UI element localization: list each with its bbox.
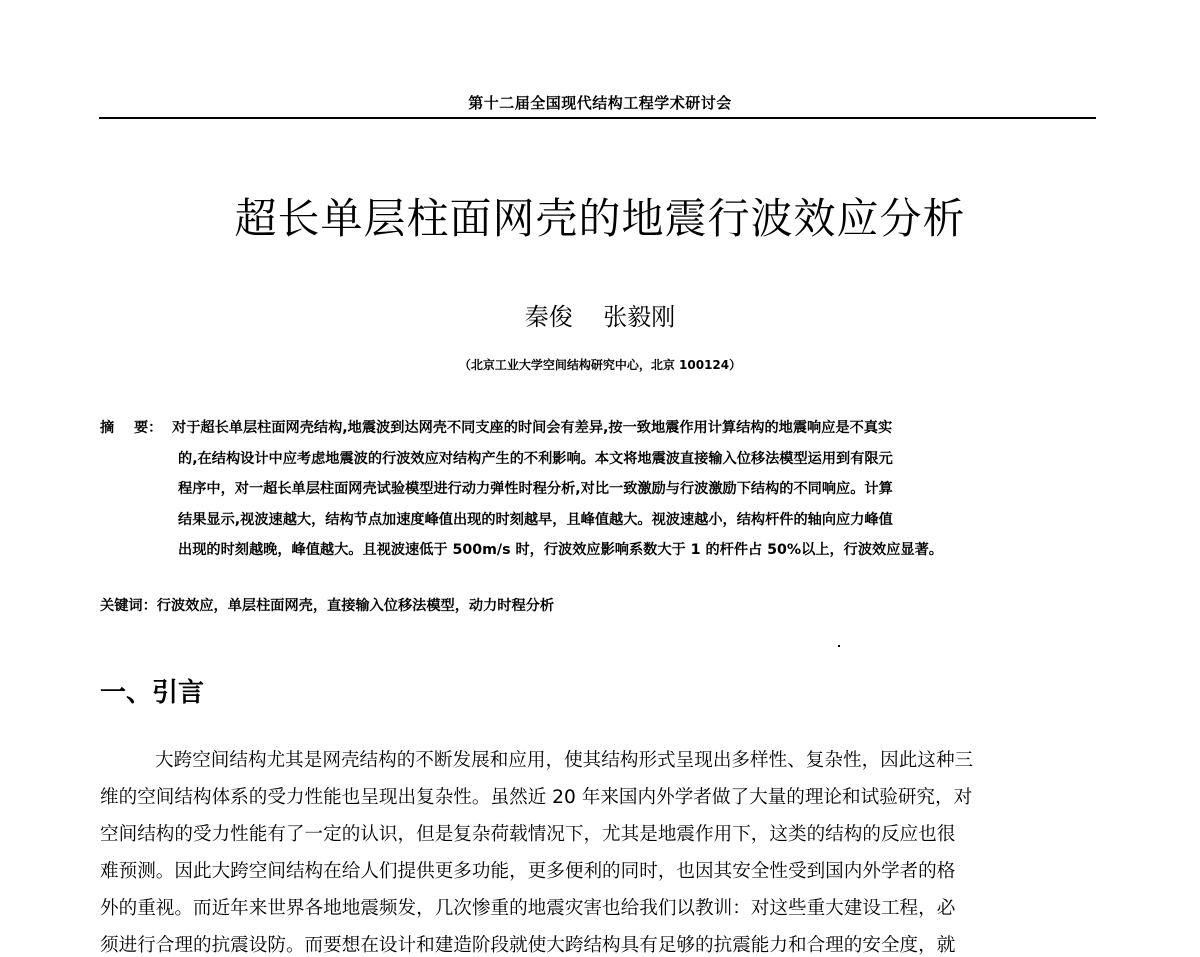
running-head: 第十二届全国现代结构工程学术研讨会 [468,94,732,112]
abstract-line: 出现的时刻越晚，峰值越大。且视波速低于 500m/s 时，行波效应影响系数大于 1 的杆件占 50%以上，行波效应显著。 [178,542,943,558]
paper-title: 超长单层柱面网壳的地震行波效应分析 [234,194,966,243]
speck-mark [838,645,840,647]
abstract-line: 的,在结构设计中应考虑地震波的行波效应对结构产生的不利影响。本文将地震波直接输入位移法模型运用到有限元 [178,450,893,467]
paragraph-line: 难预测。因此大跨空间结构在给人们提供更多功能，更多便利的同时，也因其安全性受到国内外学者的格 [100,861,956,882]
paragraph-line: 大跨空间结构尤其是网壳结构的不断发展和应用，使其结构形式呈现出多样性、复杂性，因此这种三 [155,750,974,771]
paragraph-line: 维的空间结构体系的受力性能也呈现出复杂性。虽然近 20 年来国内外学者做了大量的理论和试验研究，对 [100,787,973,808]
paper-authors: 秦俊 张毅刚 [524,303,676,331]
abstract-line: 对于超长单层柱面网壳结构,地震波到达网壳不同支座的时间会有差异,按一致地震作用计算结构的地震响应是不真实 [172,420,893,436]
paragraph-line: 外的重视。而近年来世界各地地震频发，几次惨重的地震灾害也给我们以教训：对这些重大建设工程，必 [100,898,956,919]
section-heading: 一、引言 [100,678,205,708]
keywords [100,595,554,615]
paragraph-line: 空间结构的受力性能有了一定的认识，但是复杂荷载情况下，尤其是地震作用下，这类的结构的反应也很 [100,824,956,845]
keywords-label: 关键词： [100,598,157,614]
author-affiliation: （北京工业大学空间结构研究中心，北京 100124） [458,358,742,372]
keywords-text: 行波效应，单层柱面网壳，直接输入位移法模型，动力时程分析 [156,598,555,614]
header-rule [99,117,1096,119]
abstract-line: 程序中，对一超长单层柱面网壳试验模型进行动力弹性时程分析,对比一致激励与行波激励下结构的不同响应。计算 [178,481,893,497]
abstract-line: 结果显示,视波速越大，结构节点加速度峰值出现的时刻越早，且峰值越大。视波速越小，结构杆件的轴向应力峰值 [178,511,893,528]
abstract-label: 摘 要： [100,420,163,436]
paragraph-line: 须进行合理的抗震设防。而要想在设计和建造阶段就使大跨结构具有足够的抗震能力和合理的安全度，就 [100,935,956,956]
